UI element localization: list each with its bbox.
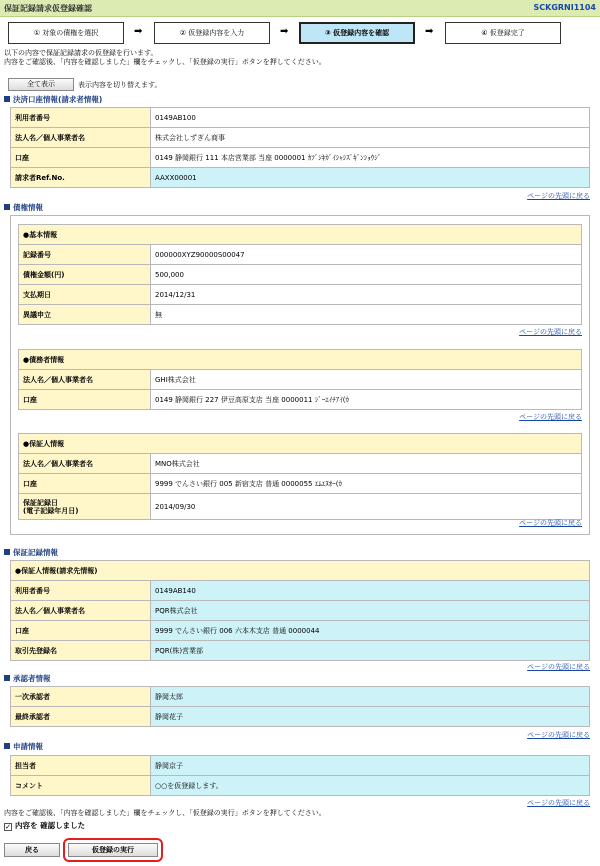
field-value: 無 (151, 305, 582, 325)
table-row (11, 621, 590, 641)
section-heading-settlement (4, 94, 102, 105)
step-3-active: ③ 仮登録内容を確認 (299, 22, 415, 44)
field-value: AAXX00001 (151, 168, 590, 188)
field-value: 0149AB100 (151, 108, 590, 128)
subsection-title: ●債務者情報 (19, 350, 582, 370)
square-bullet-icon (4, 549, 10, 555)
step-indicator (8, 22, 592, 44)
field-value: 静岡花子 (151, 707, 590, 727)
field-value: PQR(株)営業部 (151, 641, 590, 661)
execute-button[interactable]: 仮登録の実行 (68, 843, 158, 857)
field-value: MNO株式会社 (151, 454, 582, 474)
field-value: GHI株式会社 (151, 370, 582, 390)
application-table (10, 755, 590, 796)
step-2: ② 仮登録内容を入力 (154, 22, 270, 44)
field-label: 利用者番号 (11, 581, 151, 601)
section-heading-approver (4, 673, 51, 684)
outro-text: 内容をご確認後、「内容を確認しました」欄をチェックし、「仮登録の実行」ボタンを押してください。 (4, 809, 326, 817)
field-value: 500,000 (151, 265, 582, 285)
intro-line-1: 以下の内容で保証記録請求の仮登録を行います。 (4, 49, 158, 57)
square-bullet-icon (4, 675, 10, 681)
back-button[interactable]: 戻る (4, 843, 60, 857)
field-value: PQR株式会社 (151, 601, 590, 621)
field-value: 0149AB140 (151, 581, 590, 601)
show-all-button[interactable]: 全て表示 (8, 78, 74, 91)
field-label: 法人名／個人事業者名 (11, 128, 151, 148)
field-label: 口座 (19, 390, 151, 410)
section-heading-application (4, 741, 43, 752)
table-row (19, 390, 582, 410)
table-row (19, 474, 582, 494)
field-label: 口座 (11, 621, 151, 641)
section-heading-credit (4, 202, 43, 213)
page-title: 保証記録請求仮登録確認 (4, 4, 92, 13)
table-row (11, 148, 590, 168)
subsection-title: ●保証人情報(請求先情報) (11, 561, 590, 581)
section-heading-guarantee (4, 547, 58, 558)
field-label: 取引先登録名 (11, 641, 151, 661)
guarantor-info-table (18, 433, 582, 520)
step-arrow-icon: ➡ (425, 26, 434, 37)
table-row (11, 601, 590, 621)
field-label: 請求者Ref.No. (11, 168, 151, 188)
field-label: 担当者 (11, 756, 151, 776)
debtor-info-table (18, 349, 582, 410)
subsection-title: ●基本情報 (19, 225, 582, 245)
page-top-link[interactable]: ページの先頭に戻る (519, 519, 582, 527)
field-label: 口座 (19, 474, 151, 494)
field-label: 法人名／個人事業者名 (11, 601, 151, 621)
field-label: 法人名／個人事業者名 (19, 370, 151, 390)
table-row (11, 128, 590, 148)
square-bullet-icon (4, 743, 10, 749)
page-top-link[interactable]: ページの先頭に戻る (527, 799, 590, 807)
step-1: ① 対象の債権を選択 (8, 22, 124, 44)
approver-table (10, 686, 590, 727)
field-label: 異議申立 (19, 305, 151, 325)
show-all-note: 表示内容を切り替えます。 (78, 81, 162, 89)
table-row (11, 687, 590, 707)
field-label: 利用者番号 (11, 108, 151, 128)
confirm-checkbox-label: 内容を 確認しました (15, 821, 86, 830)
table-row (19, 285, 582, 305)
screen-code: SCKGRNI1104 (533, 3, 596, 12)
basic-info-table (18, 224, 582, 325)
intro-line-2: 内容をご確認後、「内容を確認しました」欄をチェックし、「仮登録の実行」ボタンを押してください。 (4, 58, 326, 66)
field-value: 2014/09/30 (151, 494, 582, 520)
intro-text (4, 49, 326, 67)
square-bullet-icon (4, 96, 10, 102)
table-row (19, 305, 582, 325)
table-row (11, 756, 590, 776)
page-top-link[interactable]: ページの先頭に戻る (527, 731, 590, 739)
table-row (11, 776, 590, 796)
field-value: 2014/12/31 (151, 285, 582, 305)
table-row (11, 641, 590, 661)
field-label: 債権金額(円) (19, 265, 151, 285)
field-label: 最終承認者 (11, 707, 151, 727)
section-heading-text: 保証記録情報 (13, 548, 58, 557)
step-arrow-icon: ➡ (134, 26, 143, 37)
table-row (11, 561, 590, 581)
field-label: コメント (11, 776, 151, 796)
field-label: 一次承認者 (11, 687, 151, 707)
title-bar (0, 0, 600, 17)
table-row (11, 168, 590, 188)
settlement-table (10, 107, 590, 188)
page-top-link[interactable]: ページの先頭に戻る (527, 663, 590, 671)
table-row (11, 707, 590, 727)
field-label: 記録番号 (19, 245, 151, 265)
step-arrow-icon: ➡ (280, 26, 289, 37)
table-row (19, 434, 582, 454)
table-row (19, 454, 582, 474)
subsection-title: ●保証人情報 (19, 434, 582, 454)
field-value: 静岡京子 (151, 756, 590, 776)
section-heading-text: 債権情報 (13, 203, 43, 212)
field-value: 株式会社しずぎん商事 (151, 128, 590, 148)
field-label: 保証記録日 (電子記録年月日) (19, 494, 151, 520)
square-bullet-icon (4, 204, 10, 210)
field-value: 0149 静岡銀行 111 本店営業部 当座 0000001 ｶﾌﾞｼｷｶﾞｲｼｬｼｽﾞｷﾞﾝｼｮｳｼﾞ (151, 148, 590, 168)
table-row (19, 245, 582, 265)
field-value: 9999 でんさい銀行 005 新宿支店 普通 0000055 ｴﾑｴﾇｵｰ(ｶ (151, 474, 582, 494)
field-value: 静岡太郎 (151, 687, 590, 707)
field-label: 口座 (11, 148, 151, 168)
table-row (11, 581, 590, 601)
table-row (11, 108, 590, 128)
confirm-checkbox-row[interactable] (4, 820, 85, 831)
page-top-link[interactable]: ページの先頭に戻る (527, 192, 590, 200)
step-4: ④ 仮登録完了 (445, 22, 561, 44)
section-heading-text: 決済口座情報(請求者情報) (13, 95, 103, 104)
table-row (19, 265, 582, 285)
field-label: 支払期日 (19, 285, 151, 305)
page-top-link[interactable]: ページの先頭に戻る (519, 328, 582, 336)
field-value: 9999 でんさい銀行 006 六本木支店 普通 0000044 (151, 621, 590, 641)
field-value: 0149 静岡銀行 227 伊豆高原支店 当座 0000011 ｼﾞｰｴｲﾁｱｲ(ｶ (151, 390, 582, 410)
field-value: 000000XYZ90000S00047 (151, 245, 582, 265)
guarantee-record-table (10, 560, 590, 661)
table-row (19, 370, 582, 390)
confirm-checkbox[interactable]: ✓ (5, 823, 11, 831)
field-value: ○○を仮登録します。 (151, 776, 590, 796)
table-row (19, 350, 582, 370)
field-label: 法人名／個人事業者名 (19, 454, 151, 474)
table-row (19, 225, 582, 245)
section-heading-text: 承認者情報 (13, 674, 51, 683)
section-heading-text: 申請情報 (13, 742, 43, 751)
table-row (19, 494, 582, 520)
page-top-link[interactable]: ページの先頭に戻る (519, 413, 582, 421)
